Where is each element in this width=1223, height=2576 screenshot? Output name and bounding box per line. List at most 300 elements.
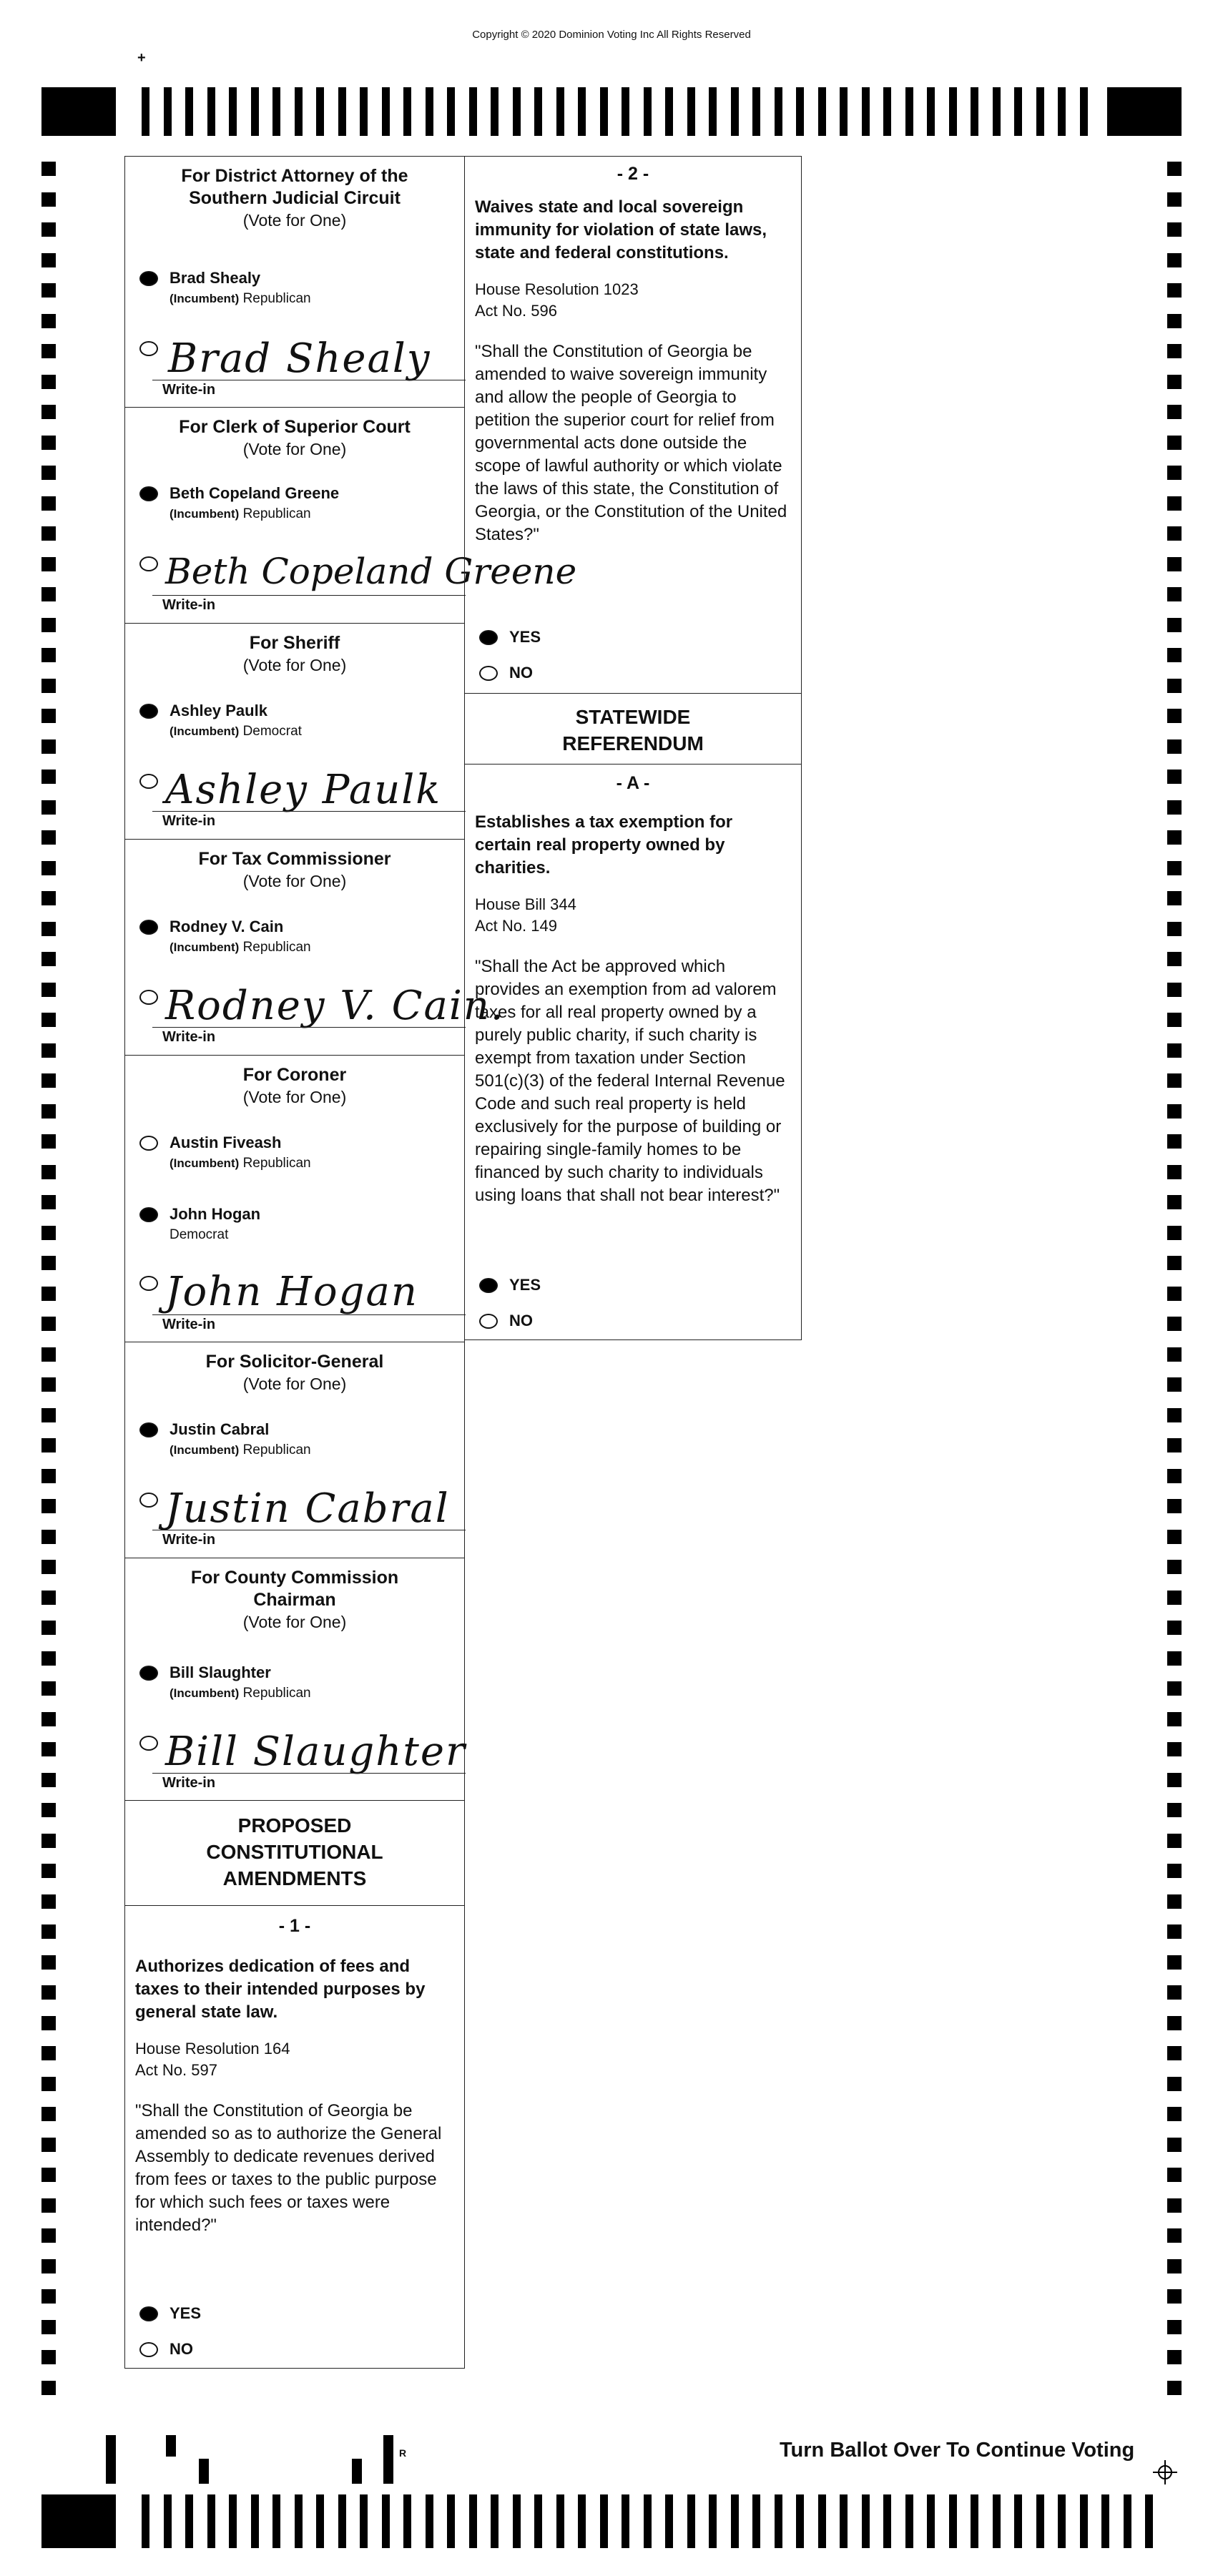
timing-bar-tick (862, 87, 870, 136)
timing-mark (41, 1560, 56, 1574)
timing-mark (1167, 2046, 1182, 2060)
timing-bar-tick (185, 87, 193, 136)
timing-mark (1167, 1651, 1182, 1666)
referendum-number: - A - (616, 773, 650, 793)
timing-bar-tick (993, 2494, 1001, 2548)
contest-title: For County Commission (190, 1568, 399, 1588)
timing-mark (41, 770, 56, 784)
amendment-number: - 1 - (278, 1916, 311, 1936)
timing-mark (1167, 557, 1182, 571)
amendments-heading-line2: CONSTITUTIONAL (206, 1841, 383, 1863)
timing-bar-tick (862, 2494, 870, 2548)
amendments-heading: PROPOSED (237, 1814, 352, 1837)
timing-mark (41, 2320, 56, 2334)
bubble-filled[interactable] (139, 1666, 158, 1681)
timing-bar-tick (796, 2494, 804, 2548)
contest-district-attorney (124, 156, 465, 408)
id-mark (352, 2459, 362, 2484)
amendment-text: from fees or taxes to the public purpose (135, 2170, 437, 2189)
timing-mark (41, 557, 56, 571)
amendment-reference: House Resolution 164 (135, 2040, 290, 2058)
timing-mark (41, 739, 56, 754)
timing-mark (1167, 618, 1182, 632)
timing-bar-tick (164, 87, 172, 136)
timing-mark (1167, 1530, 1182, 1544)
contest-county-commission-chairman (124, 1558, 465, 1801)
timing-mark (1167, 1377, 1182, 1392)
timing-mark (1167, 2138, 1182, 2152)
writein-bubble[interactable] (139, 1736, 158, 1751)
timing-bar-tick (622, 2494, 629, 2548)
timing-mark (41, 283, 56, 298)
timing-bar-tick (469, 87, 477, 136)
contest-title: For Clerk of Superior Court (179, 417, 411, 437)
bubble-filled[interactable] (479, 1278, 498, 1293)
timing-mark (1167, 922, 1182, 936)
referendum-text: Code and such real property is held (475, 1094, 746, 1114)
bubble-filled[interactable] (139, 271, 158, 286)
timing-bar-tick (316, 87, 324, 136)
timing-mark (1167, 2289, 1182, 2304)
timing-bar-tick (1080, 87, 1088, 136)
yes-label: YES (170, 2304, 202, 2322)
timing-mark (41, 1681, 56, 1696)
timing-bar-tick (665, 2494, 673, 2548)
timing-bar-tick (578, 2494, 586, 2548)
contest-title: For Sheriff (249, 633, 340, 653)
timing-mark (41, 618, 56, 632)
bubble-filled[interactable] (139, 704, 158, 719)
timing-bar-tick (687, 87, 695, 136)
timing-mark (1167, 830, 1182, 845)
contest-title-line2: Chairman (253, 1590, 336, 1610)
timing-bar-tick (316, 2494, 324, 2548)
timing-mark (1167, 1924, 1182, 1939)
writein-bubble[interactable] (139, 990, 158, 1005)
handwritten-writein: Justin Cabral (165, 1485, 450, 1532)
amendment-text: and allow the people of Georgia to (475, 388, 737, 407)
amendment-text: States?" (475, 525, 539, 544)
timing-bar-tick (1080, 2494, 1088, 2548)
timing-bar-tick (1036, 87, 1044, 136)
candidate-party: (Incumbent) Republican (170, 1442, 311, 1457)
timing-mark (1167, 1317, 1182, 1331)
timing-mark (1167, 2198, 1182, 2213)
timing-mark (41, 1165, 56, 1179)
amendment-title-line2: taxes to their intended purposes by (135, 1980, 426, 1999)
timing-mark (41, 1347, 56, 1362)
timing-bar-tick (513, 2494, 521, 2548)
timing-mark (1167, 1347, 1182, 1362)
bubble-filled[interactable] (479, 630, 498, 645)
timing-mark (1167, 800, 1182, 815)
timing-mark (41, 1073, 56, 1088)
yes-label: YES (509, 628, 541, 646)
timing-mark (41, 375, 56, 389)
timing-mark (1167, 648, 1182, 662)
timing-bar-tick (272, 87, 280, 136)
timing-mark (41, 861, 56, 875)
amendment-text: petition the superior court for relief from (475, 411, 775, 430)
timing-bar-tick (644, 87, 652, 136)
timing-bar-tick (338, 87, 346, 136)
no-label: NO (509, 1312, 533, 1329)
writein-label: Write-in (162, 1317, 216, 1332)
writein-label: Write-in (162, 382, 216, 398)
timing-mark (1167, 1408, 1182, 1422)
timing-bar-tick (644, 2494, 652, 2548)
crosshair-target-icon (1153, 2460, 1177, 2484)
timing-mark (41, 1195, 56, 1209)
timing-mark (1167, 162, 1182, 176)
timing-mark (41, 1469, 56, 1483)
timing-mark (1167, 983, 1182, 997)
timing-bar-block (1107, 87, 1182, 136)
timing-bar-tick (338, 2494, 346, 2548)
amendment-text: the laws of this state, the Constitution of (475, 479, 779, 498)
timing-bar-tick (687, 2494, 695, 2548)
candidate-party: (Incumbent) Republican (170, 291, 311, 306)
timing-bar-tick (883, 2494, 891, 2548)
handwritten-writein: Ashley Paulk (165, 767, 442, 813)
timing-bar-tick (709, 87, 717, 136)
timing-mark (41, 830, 56, 845)
bubble-empty[interactable] (139, 2342, 158, 2357)
timing-bar-tick (185, 2494, 193, 2548)
amendment-title: Waives state and local sovereign (475, 197, 744, 217)
timing-bar-tick (207, 2494, 215, 2548)
candidate-party: (Incumbent) Republican (170, 506, 311, 521)
timing-mark (41, 2259, 56, 2273)
writein-line (152, 1773, 466, 1774)
writein-bubble[interactable] (139, 341, 158, 356)
writein-bubble[interactable] (139, 1493, 158, 1508)
timing-mark (41, 1742, 56, 1756)
bubble-filled[interactable] (139, 1207, 158, 1222)
timing-mark (41, 1013, 56, 1027)
candidate-party: Democrat (170, 1227, 229, 1242)
timing-mark (41, 1924, 56, 1939)
timing-mark (41, 162, 56, 176)
timing-bar-tick (251, 87, 259, 136)
amendments-heading-line3: AMENDMENTS (222, 1867, 367, 1889)
candidate-party: (Incumbent) Republican (170, 1686, 311, 1701)
timing-mark (1167, 2016, 1182, 2030)
timing-mark (1167, 709, 1182, 723)
referendum-heading-box (464, 693, 802, 765)
amendment-text: amended so as to authorize the General (135, 2124, 442, 2143)
timing-mark (41, 1438, 56, 1452)
timing-mark (41, 800, 56, 815)
handwritten-writein: John Hogan (165, 1269, 418, 1315)
candidate-party: (Incumbent) Democrat (170, 724, 302, 739)
referendum-text: using loans that shall not bear interest?" (475, 1186, 780, 1205)
timing-mark (41, 2046, 56, 2060)
timing-mark (41, 344, 56, 358)
amendment-2 (464, 156, 802, 694)
amendments-heading-box (124, 1800, 465, 1906)
timing-mark (1167, 1469, 1182, 1483)
timing-mark (1167, 1803, 1182, 1817)
timing-bar-tick (207, 87, 215, 136)
timing-mark (41, 2198, 56, 2213)
referendum-title-line3: charities. (475, 858, 551, 877)
contest-title: For Tax Commissioner (198, 849, 391, 869)
timing-mark (1167, 253, 1182, 267)
timing-mark (1167, 405, 1182, 419)
timing-mark (1167, 1165, 1182, 1179)
timing-mark (1167, 1894, 1182, 1909)
timing-mark (1167, 526, 1182, 541)
handwritten-writein: Bill Slaughter (165, 1729, 466, 1775)
no-label: NO (170, 2340, 193, 2358)
timing-bar-tick (622, 87, 629, 136)
timing-bar-tick (491, 2494, 498, 2548)
timing-mark (1167, 891, 1182, 905)
amendment-title-line2: immunity for violation of state laws, (475, 220, 767, 240)
amendment-text: "Shall the Constitution of Georgia be (135, 2101, 413, 2120)
writein-label: Write-in (162, 597, 216, 613)
timing-bar-tick (971, 87, 978, 136)
timing-mark (1167, 1499, 1182, 1513)
candidate-name: Austin Fiveash (170, 1134, 282, 1151)
bubble-empty[interactable] (479, 1314, 498, 1329)
amendment-number: - 2 - (617, 164, 649, 184)
writein-label: Write-in (162, 1029, 216, 1045)
timing-mark (41, 1134, 56, 1149)
timing-bar-tick (731, 2494, 739, 2548)
contest-title-line2: Southern Judicial Circuit (189, 188, 401, 208)
referendum-act: Act No. 149 (475, 917, 557, 935)
timing-mark (41, 1377, 56, 1392)
bubble-empty[interactable] (139, 1136, 158, 1151)
timing-mark (1167, 2168, 1182, 2182)
timing-mark (41, 952, 56, 966)
referendum-text: 501(c)(3) of the federal Internal Revenue (475, 1071, 785, 1091)
timing-mark (1167, 283, 1182, 298)
candidate-name: Justin Cabral (170, 1420, 270, 1438)
writein-bubble[interactable] (139, 1276, 158, 1291)
timing-mark (1167, 1073, 1182, 1088)
timing-mark (1167, 222, 1182, 237)
timing-bar-tick (272, 2494, 280, 2548)
timing-mark (41, 1955, 56, 1970)
referendum-text: taxes for all real property owned by a (475, 1003, 757, 1022)
bubble-filled[interactable] (139, 486, 158, 501)
timing-bar-tick (426, 87, 433, 136)
candidate-name: John Hogan (170, 1205, 261, 1223)
timing-bar-tick (971, 2494, 978, 2548)
timing-mark (1167, 1013, 1182, 1027)
id-mark (166, 2435, 176, 2457)
candidate-name: Brad Shealy (170, 269, 261, 287)
timing-bar-tick (905, 87, 913, 136)
timing-mark (41, 1226, 56, 1240)
timing-mark (1167, 2350, 1182, 2364)
candidate-party: (Incumbent) Republican (170, 1156, 311, 1171)
bubble-filled[interactable] (139, 1422, 158, 1437)
timing-mark (41, 922, 56, 936)
referendum-heading: STATEWIDE (575, 706, 691, 728)
timing-mark (1167, 1438, 1182, 1452)
timing-mark (41, 526, 56, 541)
timing-mark (1167, 2077, 1182, 2091)
amendment-act: Act No. 597 (135, 2061, 217, 2079)
bubble-empty[interactable] (479, 666, 498, 681)
amendment-text: intended?" (135, 2216, 217, 2235)
amendment-text: amended to waive sovereign immunity (475, 365, 767, 384)
timing-bar-tick (491, 87, 498, 136)
copyright-notice: Copyright © 2020 Dominion Voting Inc All Rights Reserved (472, 29, 751, 41)
timing-bar-tick (295, 2494, 303, 2548)
id-mark-letter: R (399, 2447, 407, 2459)
candidate-name: Beth Copeland Greene (170, 484, 340, 502)
timing-bar-tick (949, 2494, 957, 2548)
bottom-timing-bar (41, 2494, 1182, 2548)
handwritten-writein: Brad Shealy (168, 335, 431, 382)
turn-ballot-over-note: Turn Ballot Over To Continue Voting (780, 2439, 1135, 2462)
timing-mark (1167, 1681, 1182, 1696)
timing-bar-tick (731, 87, 739, 136)
contest-title: For Coroner (242, 1065, 347, 1085)
timing-bar-tick (927, 87, 935, 136)
timing-mark (41, 2381, 56, 2395)
referendum-title: Establishes a tax exemption for (475, 812, 733, 832)
amendment-text: governmental acts done outside the (475, 433, 747, 453)
timing-bar-tick (818, 2494, 826, 2548)
referendum-text: financed by such charity to individuals (475, 1163, 763, 1182)
timing-bar-tick (251, 2494, 259, 2548)
timing-mark (41, 648, 56, 662)
handwritten-writein: Beth Copeland Greene (165, 551, 577, 592)
timing-bar-tick (534, 2494, 542, 2548)
timing-mark (1167, 1773, 1182, 1787)
timing-bar-tick (229, 2494, 237, 2548)
timing-mark (41, 436, 56, 450)
timing-mark (41, 466, 56, 480)
timing-bar-tick (796, 87, 804, 136)
handwritten-writein: Rodney V. Cain. (165, 983, 505, 1029)
timing-mark (41, 1043, 56, 1058)
timing-mark (1167, 861, 1182, 875)
timing-mark (1167, 1256, 1182, 1270)
contest-tax-commissioner (124, 839, 505, 1056)
timing-bar-tick (469, 2494, 477, 2548)
timing-mark (41, 1104, 56, 1119)
timing-mark (1167, 2228, 1182, 2243)
writein-bubble[interactable] (139, 556, 158, 571)
bubble-filled[interactable] (139, 920, 158, 935)
timing-bar-tick (426, 2494, 433, 2548)
timing-bar-block (41, 2494, 116, 2548)
registration-plus-mark: + (137, 50, 146, 66)
timing-bar-tick (1058, 2494, 1066, 2548)
timing-mark (1167, 466, 1182, 480)
timing-mark (1167, 436, 1182, 450)
timing-mark (1167, 739, 1182, 754)
no-label: NO (509, 664, 533, 682)
timing-bar-tick (1014, 2494, 1022, 2548)
timing-mark (1167, 1955, 1182, 1970)
writein-bubble[interactable] (139, 774, 158, 789)
timing-mark (1167, 1985, 1182, 2000)
timing-mark (1167, 1712, 1182, 1726)
timing-bar-tick (229, 87, 237, 136)
timing-mark (1167, 314, 1182, 328)
timing-bar-tick (142, 87, 149, 136)
timing-mark (41, 222, 56, 237)
timing-mark (41, 587, 56, 601)
timing-mark (41, 1256, 56, 1270)
timing-mark (41, 1287, 56, 1301)
timing-bar-tick (1014, 87, 1022, 136)
id-mark (383, 2435, 393, 2484)
timing-mark (1167, 375, 1182, 389)
timing-bar-tick (752, 2494, 760, 2548)
timing-bar-tick (818, 87, 826, 136)
referendum-text: repairing single-family homes to be (475, 1140, 742, 1159)
amendment-text: scope of lawful authority or which violate (475, 456, 782, 476)
timing-bar-tick (534, 87, 542, 136)
timing-mark (41, 709, 56, 723)
timing-mark (41, 2228, 56, 2243)
timing-bar-tick (600, 2494, 608, 2548)
timing-mark (41, 1712, 56, 1726)
timing-bar-tick (840, 2494, 848, 2548)
bubble-filled[interactable] (139, 2306, 158, 2321)
timing-mark (41, 679, 56, 693)
amendment-reference: House Resolution 1023 (475, 280, 639, 298)
writein-line (152, 811, 466, 812)
timing-mark (41, 1408, 56, 1422)
timing-mark (41, 1894, 56, 1909)
timing-mark (41, 1803, 56, 1817)
timing-mark (1167, 1195, 1182, 1209)
amendment-title-line3: general state law. (135, 2002, 278, 2022)
timing-mark (1167, 679, 1182, 693)
amendment-text: Georgia, or the Constitution of the United (475, 502, 787, 521)
vote-for-note: (Vote for One) (242, 872, 347, 890)
timing-bar-tick (164, 2494, 172, 2548)
referendum-text: exempt from taxation under Section (475, 1048, 746, 1068)
timing-bar-tick (403, 87, 411, 136)
amendment-text: "Shall the Constitution of Georgia be (475, 342, 752, 361)
timing-bar-tick (1145, 2494, 1153, 2548)
timing-mark (1167, 587, 1182, 601)
timing-bar-tick (447, 2494, 455, 2548)
timing-bar-tick (578, 87, 586, 136)
candidate-name: Rodney V. Cain (170, 918, 284, 935)
timing-bar-tick (1036, 2494, 1044, 2548)
timing-bar-tick (142, 2494, 149, 2548)
writein-label: Write-in (162, 813, 216, 829)
vote-for-note: (Vote for One) (242, 1613, 347, 1631)
timing-mark (41, 1834, 56, 1848)
timing-bar-tick (993, 87, 1001, 136)
timing-mark (41, 1591, 56, 1605)
timing-mark (1167, 1621, 1182, 1635)
candidate-name: Ashley Paulk (170, 702, 267, 719)
writein-line (152, 595, 466, 596)
timing-mark (1167, 1043, 1182, 1058)
timing-mark (41, 1530, 56, 1544)
vote-for-note: (Vote for One) (242, 656, 347, 674)
timing-bar-tick (295, 87, 303, 136)
timing-mark (41, 1864, 56, 1878)
contest-title: For District Attorney of the (181, 166, 408, 186)
referendum-text: purely public charity, if such charity is (475, 1026, 757, 1045)
timing-bar-tick (403, 2494, 411, 2548)
